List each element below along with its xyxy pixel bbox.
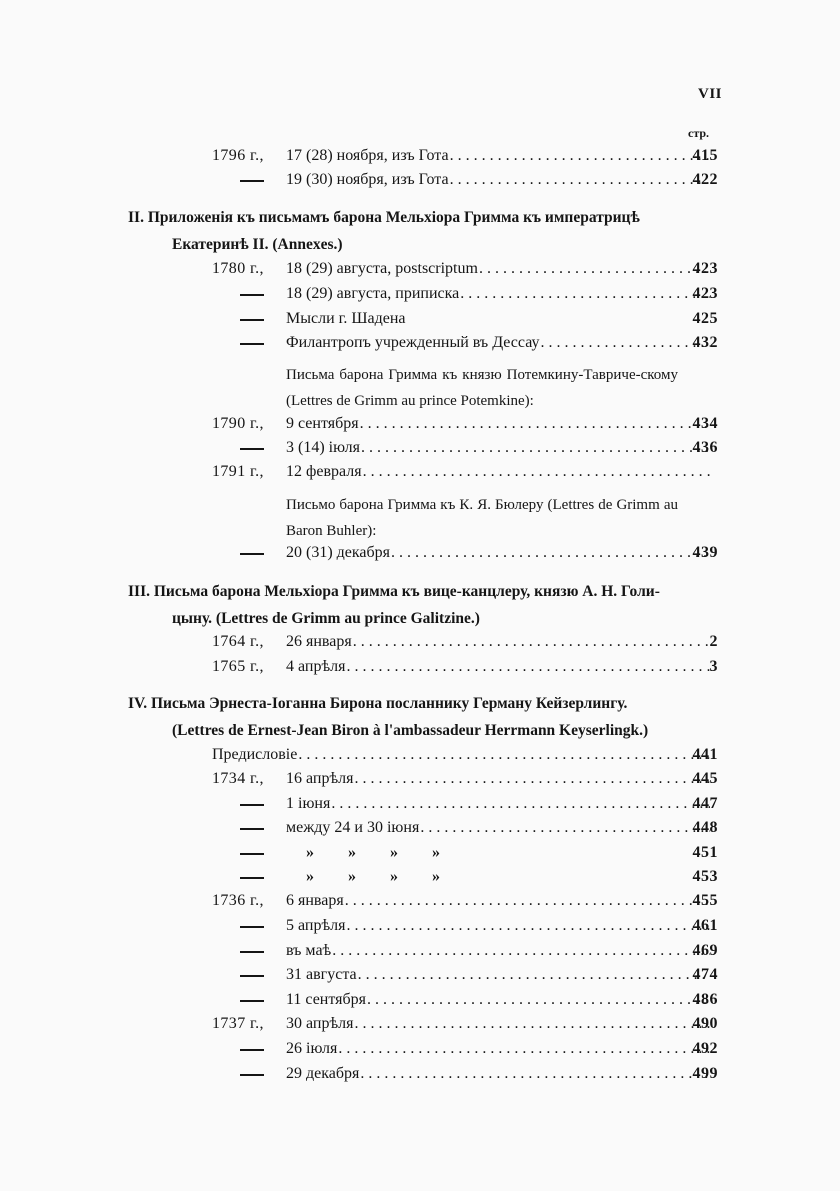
entry-page: 469 — [692, 942, 718, 959]
entry-page: 423 — [692, 285, 718, 302]
toc-entry — [212, 1063, 718, 1085]
toc-entry — [212, 866, 718, 888]
toc-entry — [212, 1038, 718, 1060]
entry-page: 445 — [692, 770, 718, 787]
entry-page: 436 — [692, 439, 718, 456]
entry-page: 447 — [692, 795, 718, 812]
toc-note: Письмо барона Гримма къ К. Я. Бюлеру (Lettres de Grimm au Baron Buhler): — [286, 497, 678, 539]
toc-entry — [212, 258, 718, 280]
toc-entry — [212, 940, 718, 962]
entry-title: 26 iюля — [286, 1040, 338, 1057]
entry-title: 31 августа — [286, 966, 357, 983]
toc-entry — [212, 437, 718, 459]
toc-entry — [212, 1013, 718, 1035]
entry-page: 432 — [692, 334, 718, 351]
section-heading-line: II. Приложенiя къ письмамъ барона Мельхiора Гримма къ императрицѣ — [128, 209, 640, 226]
entry-title: 11 сентября — [286, 991, 367, 1008]
entry-year: 1796 г., — [212, 147, 264, 164]
entry-title: 6 января — [286, 892, 344, 909]
toc-entry — [212, 890, 718, 912]
entry-page: 425 — [692, 310, 718, 327]
entry-page: 439 — [692, 544, 718, 561]
entry-year: 1791 г., — [212, 463, 264, 480]
entry-page: 2 — [709, 633, 718, 650]
entry-title: 18 (29) августа, postscriptum — [286, 260, 478, 277]
entry-title: 17 (28) ноября, изъ Гота — [286, 147, 449, 164]
entry-year: 1737 г., — [212, 1015, 264, 1032]
toc-entry — [212, 332, 718, 354]
section-heading-line: III. Письма барона Мельхiора Гримма къ вице-канцлеру, князю А. Н. Голи- — [128, 583, 660, 600]
entry-title: 5 апрѣля — [286, 917, 346, 934]
ditto-marks: » » » » — [306, 844, 440, 861]
entry-title: 16 апрѣля — [286, 770, 354, 787]
entry-page: 423 — [692, 260, 718, 277]
column-label: стр. — [688, 126, 710, 140]
toc-entry — [212, 308, 718, 330]
section-heading — [128, 690, 720, 744]
entry-page: 474 — [692, 966, 718, 983]
entry-title: 29 декабря — [286, 1065, 360, 1082]
entry-page: 453 — [692, 868, 718, 885]
entry-page: 441 — [692, 746, 718, 763]
entry-title: 3 (14) iюля — [286, 439, 360, 456]
toc-entry — [212, 169, 718, 191]
entry-title: въ маѣ — [286, 942, 332, 959]
entry-year: 1764 г., — [212, 633, 264, 650]
section-heading — [128, 204, 720, 258]
section-heading-line: IV. Письма Эрнеста-Iоганна Бирона посланнику Герману Кейзерлингу. — [128, 695, 628, 712]
toc-entry — [212, 542, 718, 564]
toc-entry — [212, 145, 718, 167]
toc-entry — [212, 915, 718, 937]
toc-entry — [212, 768, 718, 790]
entry-page: 415 — [692, 147, 718, 164]
toc-entry — [212, 964, 718, 986]
entry-title: Предисловiе — [212, 746, 298, 763]
section-heading-line: цыну. (Lettres de Grimm au prince Galitzine.) — [172, 610, 480, 627]
entry-title: 9 сентября — [286, 415, 359, 432]
section-heading-line: Екатеринѣ II. (Annexes.) — [172, 236, 343, 253]
ditto-marks: » » » » — [306, 868, 440, 885]
entry-page: 448 — [692, 819, 718, 836]
entry-page: 490 — [692, 1015, 718, 1032]
entry-page: 461 — [692, 917, 718, 934]
entry-page: 499 — [692, 1065, 718, 1082]
entry-year: 1790 г., — [212, 415, 264, 432]
entry-page: 492 — [692, 1040, 718, 1057]
entry-title: 18 (29) августа, приписка — [286, 285, 460, 302]
toc-entry — [212, 744, 718, 766]
entry-title: 19 (30) ноября, изъ Гота — [286, 171, 449, 188]
entry-title: 4 апрѣля — [286, 658, 346, 675]
entry-page: 422 — [692, 171, 718, 188]
entry-year: 1736 г., — [212, 892, 264, 909]
toc-entry — [212, 413, 718, 435]
entry-page: 434 — [692, 415, 718, 432]
entry-title: между 24 и 30 iюня — [286, 819, 420, 836]
entry-page: 486 — [692, 991, 718, 1008]
toc-entry — [212, 793, 718, 815]
entry-page: 3 — [709, 658, 718, 675]
page-number: VII — [698, 86, 723, 102]
section-heading-line: (Lettres de Ernest-Jean Biron à l'ambassadeur Herrmann Keyserlingk.) — [172, 722, 649, 739]
entry-year: 1780 г., — [212, 260, 264, 277]
toc-entry — [212, 631, 718, 653]
toc-entry — [212, 989, 718, 1011]
toc-entry — [212, 842, 718, 864]
toc-entry — [212, 817, 718, 839]
toc-entry — [212, 656, 718, 678]
entry-title: 12 февраля — [286, 463, 362, 480]
entry-title: 1 iюня — [286, 795, 331, 812]
toc-entry — [212, 283, 718, 305]
entry-year: 1734 г., — [212, 770, 264, 787]
entry-title: Филантропъ учрежденный въ Дессау — [286, 334, 540, 351]
toc-entry — [212, 461, 718, 483]
entry-page: 455 — [692, 892, 718, 909]
entry-title: 30 апрѣля — [286, 1015, 354, 1032]
entry-page: 451 — [692, 844, 718, 861]
entry-title: 26 января — [286, 633, 352, 650]
toc-note: Письма барона Гримма къ князю Потемкину-Тавриче-скому (Lettres de Grimm au prince Potemkine): — [286, 367, 678, 409]
entry-title: Мысли г. Шадена — [286, 310, 406, 327]
entry-year: 1765 г., — [212, 658, 264, 675]
section-heading — [128, 578, 720, 632]
entry-title: 20 (31) декабря — [286, 544, 391, 561]
